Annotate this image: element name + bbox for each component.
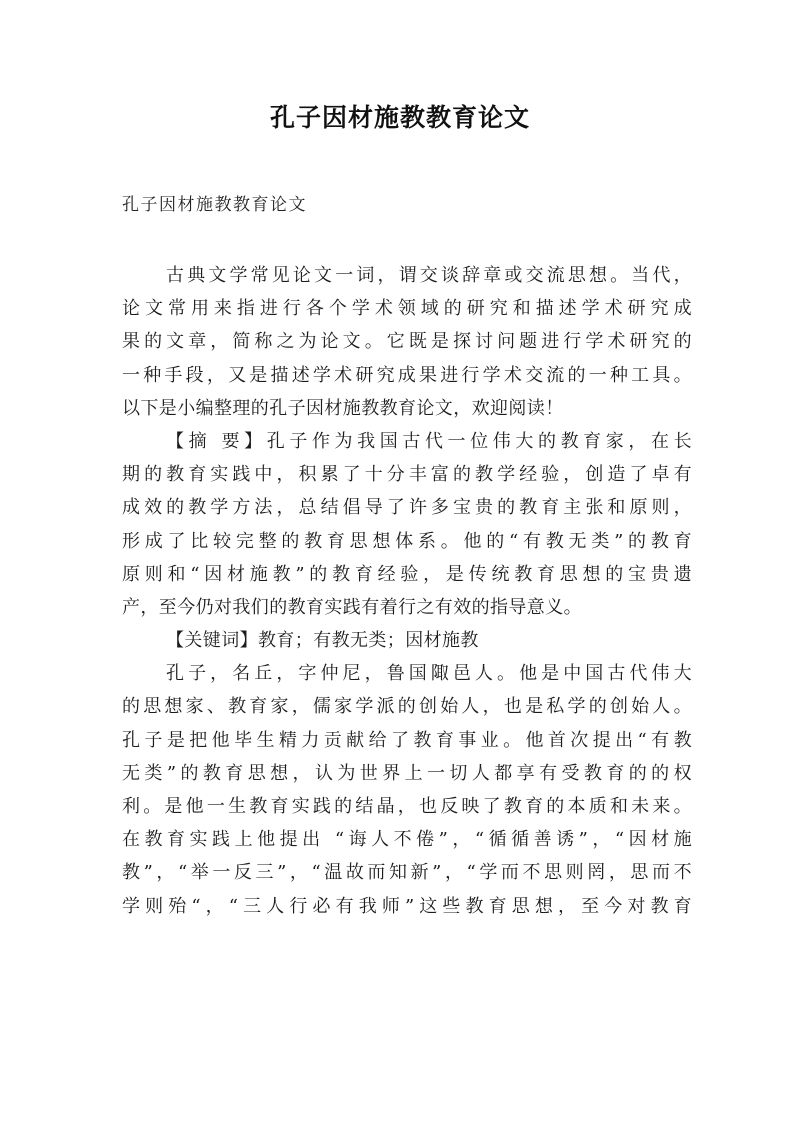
document-title: 孔子因材施教教育论文 [269, 103, 530, 132]
document-body [122, 259, 692, 923]
text-line: 在教育实践上他提出 “诲人不倦”，“循循善诱”，“因材施 [122, 829, 692, 851]
text-line: 一种手段，又是描述学术研究成果进行学术交流的一种工具。 [122, 364, 692, 386]
keywords-line: 【关键词】教育；有教无类；因材施教 [166, 630, 479, 652]
text-line: 古典文学常见论文一词，谓交谈辞章或交流思想。当代， [166, 265, 692, 286]
text-line: 利。是他一生教育实践的结晶，也反映了教育的本质和未来。 [122, 796, 692, 817]
text-line: 【摘 要】孔子作为我国古代一位伟大的教育家，在长 [166, 430, 692, 452]
text-line: 期的教育实践中，积累了十分丰富的教学经验，创造了卓有 [122, 464, 692, 486]
text-line: 教”，“举一反三”，“温故而知新”，“学而不思则罔，思而不 [122, 862, 692, 884]
text-line: 原则和“因材施教”的教育经验，是传统教育思想的宝贵遗 [122, 563, 692, 585]
text-line: 果的文章，简称之为论文。它既是探讨问题进行学术研究的 [122, 331, 692, 353]
text-line: 学则殆“，“三人行必有我师”这些教育思想，至今对教育 [122, 895, 692, 917]
text-line: 形成了比较完整的教育思想体系。他的“有教无类”的教育 [122, 530, 692, 552]
text-line: 无类”的教育思想，认为世界上一切人都享有受教育的的权 [122, 762, 692, 784]
text-line: 孔子，名丘，字仲尼，鲁国陬邑人。他是中国古代伟大 [166, 663, 692, 685]
text-line: 论文常用来指进行各个学术领域的研究和描述学术研究成 [122, 298, 692, 320]
text-line: 孔子是把他毕生精力贡献给了教育事业。他首次提出“有教 [122, 729, 692, 751]
text-line: 产，至今仍对我们的教育实践有着行之有效的指导意义。 [122, 596, 582, 618]
text-line: 成效的教学方法，总结倡导了许多宝贵的教育主张和原则， [122, 497, 692, 519]
text-line: 以下是小编整理的孔子因材施教教育论文，欢迎阅读！ [122, 397, 564, 419]
document-subtitle: 孔子因材施教教育论文 [122, 195, 307, 215]
text-line: 的思想家、教育家，儒家学派的创始人，也是私学的创始人。 [122, 696, 692, 718]
